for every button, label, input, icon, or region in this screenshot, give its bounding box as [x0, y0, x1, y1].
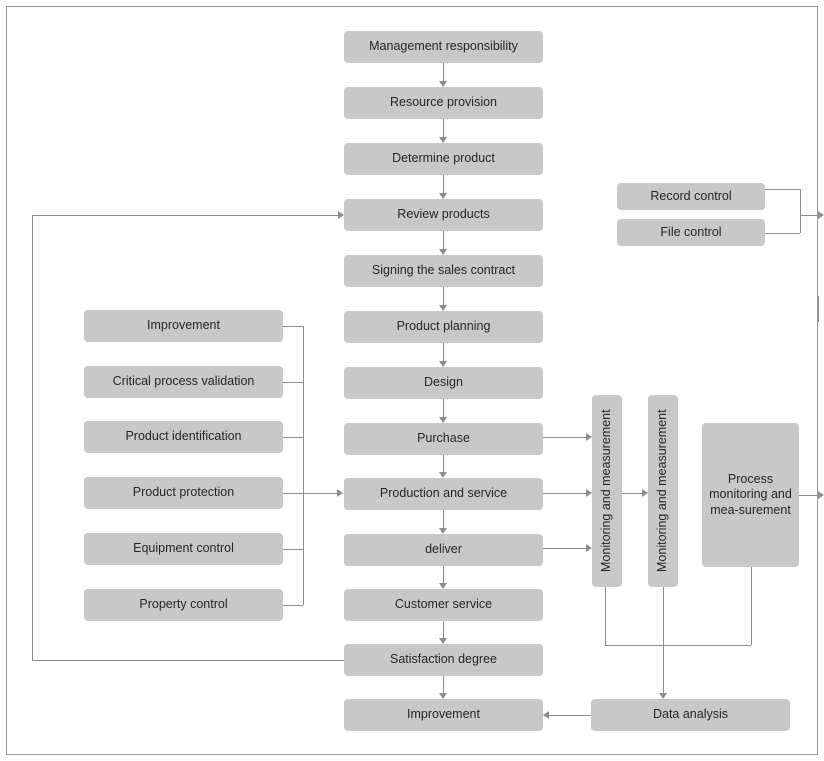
arrowhead-2	[439, 137, 447, 143]
connector-8	[443, 455, 444, 472]
node-equipment-control[interactable]: Equipment control	[84, 533, 283, 565]
data-analysis-to-improvement	[549, 715, 591, 716]
left-bus-to-production	[303, 493, 337, 494]
node-product-planning[interactable]: Product planning	[344, 311, 543, 343]
left-stub-product-identification	[283, 437, 303, 438]
arrowhead-5	[439, 305, 447, 311]
node-satisfaction-degree[interactable]: Satisfaction degree	[344, 644, 543, 676]
monitoring2-down-to-data-analysis	[663, 587, 664, 693]
node-record-control[interactable]: Record control	[617, 183, 765, 210]
node-deliver[interactable]: deliver	[344, 534, 543, 566]
record-control-stub	[765, 189, 800, 190]
arrowhead-10	[439, 583, 447, 589]
node-product-protection[interactable]: Product protection	[84, 477, 283, 509]
node-file-control[interactable]: File control	[617, 219, 765, 246]
connector-11	[443, 621, 444, 638]
connector-10	[443, 566, 444, 583]
node-production-and-service[interactable]: Production and service	[344, 478, 543, 510]
arrowhead-top-right-out	[818, 211, 824, 219]
connector-4	[443, 231, 444, 249]
arrowhead-1	[439, 81, 447, 87]
left-stub-product-protection	[283, 493, 303, 494]
arrowhead-3	[439, 193, 447, 199]
production-to-monitoring	[543, 493, 586, 494]
connector-2	[443, 119, 444, 137]
left-stub-property-control	[283, 605, 303, 606]
node-improvement-bottom[interactable]: Improvement	[344, 699, 543, 731]
left-stub-improvement	[283, 326, 303, 327]
node-management-responsibility[interactable]: Management responsibility	[344, 31, 543, 63]
arrowhead-purchase-to-monitoring	[586, 433, 592, 441]
arrowhead-process-monitoring-out	[818, 491, 824, 499]
file-control-stub	[765, 233, 800, 234]
connector-9	[443, 510, 444, 528]
node-determine-product[interactable]: Determine product	[344, 143, 543, 175]
monitoring1-down	[605, 587, 606, 645]
arrowhead-production-to-monitoring	[586, 489, 592, 497]
arrowhead-11	[439, 638, 447, 644]
node-property-control[interactable]: Property control	[84, 589, 283, 621]
arrowhead-6	[439, 361, 447, 367]
node-critical-process-validation[interactable]: Critical process validation	[84, 366, 283, 398]
connector-3	[443, 175, 444, 193]
arrowhead-monitoring1-to-monitoring2	[642, 489, 648, 497]
top-right-out-line	[800, 215, 818, 216]
node-customer-service[interactable]: Customer service	[344, 589, 543, 621]
connector-5	[443, 287, 444, 305]
left-stub-equipment-control	[283, 549, 303, 550]
arrowhead-9	[439, 528, 447, 534]
process-monitoring-out-line	[799, 495, 818, 496]
node-process-monitoring-and-measurement[interactable]: Process monitoring and mea-surement	[702, 423, 799, 567]
arrowhead-7	[439, 417, 447, 423]
left-bus-spine	[303, 326, 304, 605]
node-resource-provision[interactable]: Resource provision	[344, 87, 543, 119]
node-design[interactable]: Design	[344, 367, 543, 399]
monitoring1-to-monitoring2	[622, 493, 642, 494]
node-review-products[interactable]: Review products	[344, 199, 543, 231]
feedback-bottom-line	[32, 660, 344, 661]
arrowhead-4	[439, 249, 447, 255]
node-signing-the-sales-contract[interactable]: Signing the sales contract	[344, 255, 543, 287]
node-monitoring-and-measurement-1[interactable]: Monitoring and measurement	[592, 395, 622, 587]
feedback-top-line	[32, 215, 338, 216]
node-purchase[interactable]: Purchase	[344, 423, 543, 455]
right-edge-tick	[818, 296, 819, 322]
connector-1	[443, 63, 444, 81]
arrowhead-left-bus-to-production	[337, 489, 343, 497]
connector-12	[443, 676, 444, 693]
top-right-spine	[800, 189, 801, 233]
purchase-to-monitoring	[543, 437, 586, 438]
arrowhead-data-analysis-to-improvement	[543, 711, 549, 719]
left-stub-critical-process-validation	[283, 382, 303, 383]
arrowhead-deliver-to-monitoring	[586, 544, 592, 552]
node-product-identification[interactable]: Product identification	[84, 421, 283, 453]
node-monitoring-and-measurement-2[interactable]: Monitoring and measurement	[648, 395, 678, 587]
connector-6	[443, 343, 444, 361]
node-data-analysis[interactable]: Data analysis	[591, 699, 790, 731]
arrowhead-12	[439, 693, 447, 699]
arrowhead-feedback-to-review	[338, 211, 344, 219]
deliver-to-monitoring	[543, 548, 586, 549]
connector-7	[443, 399, 444, 417]
process-monitoring-down	[751, 567, 752, 645]
arrowhead-8	[439, 472, 447, 478]
feedback-left-line	[32, 215, 33, 660]
monitoring-bottom-bus	[605, 645, 751, 646]
node-improvement-left[interactable]: Improvement	[84, 310, 283, 342]
